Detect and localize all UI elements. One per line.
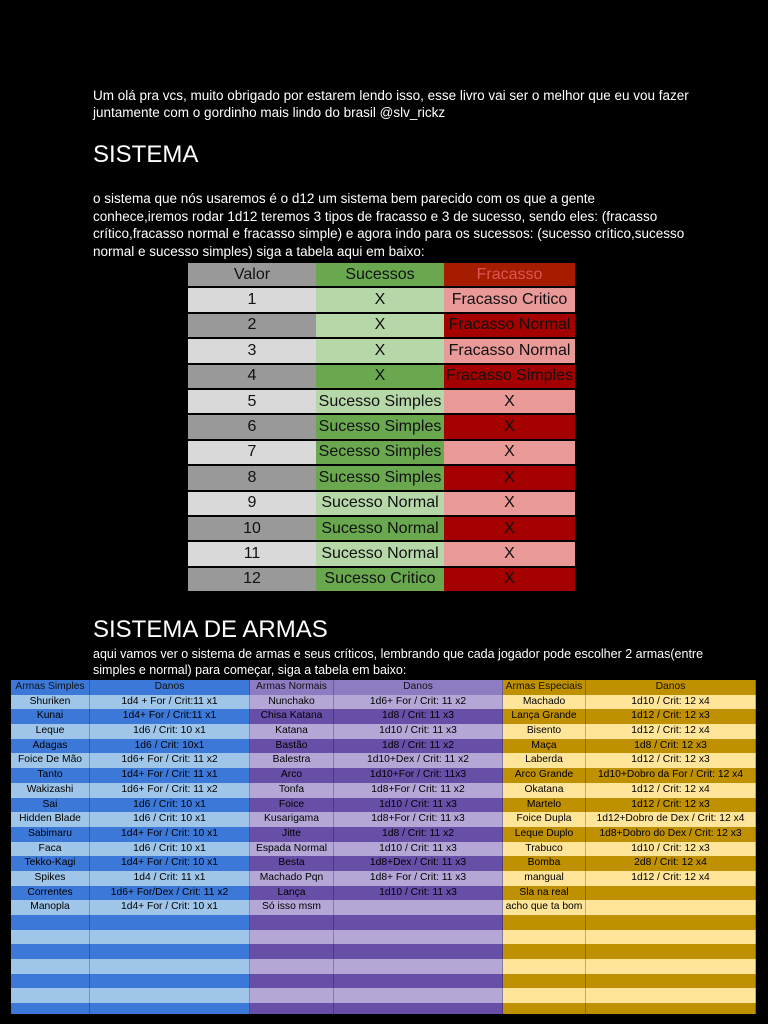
arma-especial-cell: Okatana	[503, 783, 586, 798]
dano-especial-cell: 1d12 / Crit: 12 x3	[586, 798, 756, 813]
dice-table-row	[188, 389, 575, 414]
dano-normal-cell: 1d10+For / Crit: 11x3	[334, 768, 503, 783]
dano-normal-cell: 1d8 / Crit: 11 x3	[334, 709, 503, 724]
weapons-table-row	[11, 753, 756, 768]
dano-especial-cell: 1d12 / Crit: 12 x4	[586, 783, 756, 798]
arma-especial-cell: Sla na real	[503, 886, 586, 901]
arma-especial-cell: Laberda	[503, 753, 586, 768]
arma-simples-cell: Shuriken	[11, 695, 90, 710]
dano-especial-cell: 1d12 / Crit: 12 x4	[586, 871, 756, 886]
arma-normal-cell	[250, 930, 334, 945]
arma-especial-cell	[503, 1003, 586, 1014]
arma-simples-cell: Hidden Blade	[11, 812, 90, 827]
arma-normal-cell: Balestra	[250, 753, 334, 768]
dano-normal-cell	[334, 900, 503, 915]
fracasso-cell: Fracasso Simples	[444, 364, 575, 389]
valor-cell: 10	[188, 516, 316, 541]
arma-especial-cell: acho que ta bom	[503, 900, 586, 915]
arma-especial-cell: Foice Dupla	[503, 812, 586, 827]
section-title-sistema: SISTEMA	[93, 141, 199, 168]
dano-especial-cell	[586, 1003, 756, 1014]
dano-normal-cell: 1d8+For / Crit: 11 x3	[334, 812, 503, 827]
dano-normal-cell	[334, 944, 503, 959]
arma-simples-cell: Tanto	[11, 768, 90, 783]
dice-table	[188, 263, 575, 593]
weapons-table-row	[11, 798, 756, 813]
arma-normal-cell: Tonfa	[250, 783, 334, 798]
dano-normal-cell	[334, 915, 503, 930]
arma-normal-cell	[250, 944, 334, 959]
weapons-table-row	[11, 871, 756, 886]
arma-especial-cell: mangual	[503, 871, 586, 886]
dano-simples-cell: 1d6+ For / Crit: 11 x2	[90, 783, 250, 798]
arma-simples-cell	[11, 1003, 90, 1014]
dano-especial-cell	[586, 974, 756, 989]
arma-simples-cell: Sai	[11, 798, 90, 813]
sucesso-cell: Sucesso Normal	[316, 516, 444, 541]
arma-simples-cell: Leque	[11, 724, 90, 739]
arma-normal-cell	[250, 1003, 334, 1014]
header-armas-normais: Armas Normais	[250, 680, 334, 695]
section-title-armas: SISTEMA DE ARMAS	[93, 616, 328, 643]
dano-normal-cell	[334, 1003, 503, 1014]
arma-normal-cell: Jitte	[250, 827, 334, 842]
weapons-table-row	[11, 900, 756, 915]
weapons-table-row	[11, 856, 756, 871]
dano-especial-cell	[586, 900, 756, 915]
valor-cell: 4	[188, 364, 316, 389]
dice-table-row	[188, 516, 575, 541]
arma-simples-cell	[11, 988, 90, 1003]
arma-especial-cell: Arco Grande	[503, 768, 586, 783]
weapons-table-row	[11, 724, 756, 739]
weapons-table-header	[11, 680, 756, 695]
fracasso-cell: X	[444, 414, 575, 439]
header-danos-simples: Danos	[90, 680, 250, 695]
dano-simples-cell: 1d6+ For/Dex / Crit: 11 x2	[90, 886, 250, 901]
dano-especial-cell	[586, 944, 756, 959]
dano-especial-cell: 1d12+Dobro de Dex / Crit: 12 x4	[586, 812, 756, 827]
dano-normal-cell: 1d8 / Crit: 11 x2	[334, 739, 503, 754]
weapons-table-row	[11, 842, 756, 857]
dice-table-row	[188, 541, 575, 566]
fracasso-cell: X	[444, 440, 575, 465]
dano-especial-cell	[586, 959, 756, 974]
arma-simples-cell: Adagas	[11, 739, 90, 754]
weapons-table-row	[11, 812, 756, 827]
sucesso-cell: Sucesso Normal	[316, 491, 444, 516]
dice-table-row	[188, 567, 575, 592]
dice-table-row	[188, 465, 575, 490]
arma-especial-cell	[503, 930, 586, 945]
arma-especial-cell: Martelo	[503, 798, 586, 813]
arma-especial-cell	[503, 944, 586, 959]
arma-normal-cell	[250, 959, 334, 974]
header-sucessos: Sucessos	[316, 263, 444, 287]
fracasso-cell: Fracasso Normal	[444, 313, 575, 338]
dice-table-row	[188, 491, 575, 516]
dano-simples-cell: 1d6 / Crit: 10x1	[90, 739, 250, 754]
dano-simples-cell	[90, 944, 250, 959]
armas-paragraph: aqui vamos ver o sistema de armas e seus críticos, lembrando que cada jogador pode escolher 2 armas(entre simples e normal) para começar, siga a tabela em baixo:	[93, 647, 704, 677]
dano-normal-cell: 1d10 / Crit: 11 x3	[334, 886, 503, 901]
weapons-table-row	[11, 783, 756, 798]
dano-especial-cell: 1d12 / Crit: 12 x4	[586, 724, 756, 739]
dano-normal-cell: 1d8+ For / Crit: 11 x3	[334, 871, 503, 886]
fracasso-cell: X	[444, 541, 575, 566]
arma-simples-cell	[11, 915, 90, 930]
valor-cell: 12	[188, 567, 316, 592]
valor-cell: 7	[188, 440, 316, 465]
dice-table-row	[188, 338, 575, 363]
weapons-table-row	[11, 974, 756, 989]
dano-especial-cell	[586, 930, 756, 945]
weapons-table-row	[11, 915, 756, 930]
dano-simples-cell: 1d6 / Crit: 10 x1	[90, 842, 250, 857]
arma-normal-cell	[250, 974, 334, 989]
arma-normal-cell: Kusarigama	[250, 812, 334, 827]
header-danos-especiais: Danos	[586, 680, 756, 695]
dano-normal-cell	[334, 959, 503, 974]
dano-simples-cell	[90, 1003, 250, 1014]
arma-especial-cell: Lança Grande	[503, 709, 586, 724]
dano-simples-cell: 1d6 / Crit: 10 x1	[90, 812, 250, 827]
dano-simples-cell	[90, 974, 250, 989]
intro-text: Um olá pra vcs, muito obrigado por estarem lendo isso, esse livro vai ser o melhor que eu vou fazer juntamente com o gordinho mais lindo do brasil @slv_rickz	[93, 88, 689, 120]
arma-simples-cell: Wakizashi	[11, 783, 90, 798]
dano-normal-cell: 1d6+ For / Crit: 11 x2	[334, 695, 503, 710]
dano-simples-cell: 1d4 / Crit: 11 x1	[90, 871, 250, 886]
dice-table-row	[188, 414, 575, 439]
arma-simples-cell: Kunai	[11, 709, 90, 724]
arma-simples-cell: Manopla	[11, 900, 90, 915]
dice-table-row	[188, 313, 575, 338]
sucesso-cell: X	[316, 313, 444, 338]
fracasso-cell: X	[444, 465, 575, 490]
weapons-table-row	[11, 709, 756, 724]
dano-especial-cell	[586, 886, 756, 901]
sucesso-cell: Sucesso Critico	[316, 567, 444, 592]
valor-cell: 11	[188, 541, 316, 566]
dano-simples-cell: 1d6+ For / Crit: 11 x2	[90, 753, 250, 768]
weapons-table-row	[11, 739, 756, 754]
arma-normal-cell: Foice	[250, 798, 334, 813]
arma-simples-cell: Correntes	[11, 886, 90, 901]
dano-especial-cell: 1d8 / Crit: 12 x3	[586, 739, 756, 754]
dano-simples-cell	[90, 930, 250, 945]
arma-especial-cell: Bomba	[503, 856, 586, 871]
arma-especial-cell	[503, 915, 586, 930]
arma-normal-cell: Só isso msm	[250, 900, 334, 915]
dano-normal-cell	[334, 930, 503, 945]
dano-especial-cell	[586, 915, 756, 930]
arma-normal-cell: Arco	[250, 768, 334, 783]
weapons-table-row	[11, 768, 756, 783]
valor-cell: 3	[188, 338, 316, 363]
sucesso-cell: Sucesso Simples	[316, 389, 444, 414]
sucesso-cell: Sucesso Simples	[316, 414, 444, 439]
arma-normal-cell: Nunchako	[250, 695, 334, 710]
dano-normal-cell: 1d8+Dex / Crit: 11 x3	[334, 856, 503, 871]
arma-simples-cell: Foice De Mão	[11, 753, 90, 768]
arma-normal-cell: Lança	[250, 886, 334, 901]
fracasso-cell: X	[444, 567, 575, 592]
dano-especial-cell: 1d10 / Crit: 12 x4	[586, 695, 756, 710]
dano-simples-cell: 1d6 / Crit: 10 x1	[90, 798, 250, 813]
arma-normal-cell: Besta	[250, 856, 334, 871]
dice-table-row	[188, 440, 575, 465]
valor-cell: 2	[188, 313, 316, 338]
arma-especial-cell: Bisento	[503, 724, 586, 739]
dano-simples-cell: 1d4+ For / Crit: 11 x1	[90, 768, 250, 783]
header-fracasso: Fracasso	[444, 263, 575, 287]
header-valor: Valor	[188, 263, 316, 287]
fracasso-cell: Fracasso Normal	[444, 338, 575, 363]
valor-cell: 1	[188, 287, 316, 312]
arma-normal-cell: Espada Normal	[250, 842, 334, 857]
header-armas-simples: Armas Simples	[11, 680, 90, 695]
header-danos-normais: Danos	[334, 680, 503, 695]
arma-normal-cell	[250, 988, 334, 1003]
sucesso-cell: X	[316, 287, 444, 312]
valor-cell: 6	[188, 414, 316, 439]
dano-normal-cell: 1d8+For / Crit: 11 x2	[334, 783, 503, 798]
dano-especial-cell: 1d12 / Crit: 12 x3	[586, 753, 756, 768]
sucesso-cell: Secesso Simples	[316, 440, 444, 465]
fracasso-cell: X	[444, 516, 575, 541]
sistema-paragraph: o sistema que nós usaremos é o d12 um sistema bem parecido com os que a gente conhece,iremos rodar 1d12 teremos 3 tipos de fracasso e 3 de sucesso, sendo eles: (fracasso crítico,fracasso normal e fracasso simple) e agora indo para os sucessos: (sucesso crítico,sucesso normal e sucesso simples) siga a tabela aqui em baixo:	[93, 191, 685, 259]
weapons-table-row	[11, 930, 756, 945]
dano-normal-cell: 1d10 / Crit: 11 x3	[334, 798, 503, 813]
weapons-table-row	[11, 827, 756, 842]
sucesso-cell: Sucesso Simples	[316, 465, 444, 490]
dano-normal-cell: 1d10 / Crit: 11 x3	[334, 842, 503, 857]
arma-especial-cell: Leque Duplo	[503, 827, 586, 842]
arma-especial-cell: Trabuco	[503, 842, 586, 857]
dano-simples-cell: 1d4+ For / Crit:11 x1	[90, 709, 250, 724]
arma-especial-cell: Machado	[503, 695, 586, 710]
dano-simples-cell: 1d6 / Crit: 10 x1	[90, 724, 250, 739]
arma-simples-cell: Faca	[11, 842, 90, 857]
dano-simples-cell: 1d4+ For / Crit: 10 x1	[90, 856, 250, 871]
arma-especial-cell: Maça	[503, 739, 586, 754]
arma-normal-cell: Machado Pqn	[250, 871, 334, 886]
sucesso-cell: Sucesso Normal	[316, 541, 444, 566]
arma-normal-cell: Katana	[250, 724, 334, 739]
dano-normal-cell	[334, 988, 503, 1003]
valor-cell: 9	[188, 491, 316, 516]
weapons-table-row	[11, 959, 756, 974]
arma-especial-cell	[503, 974, 586, 989]
arma-simples-cell: Spikes	[11, 871, 90, 886]
dano-simples-cell	[90, 959, 250, 974]
dano-especial-cell: 1d12 / Crit: 12 x3	[586, 709, 756, 724]
dano-simples-cell: 1d4 + For / Crit:11 x1	[90, 695, 250, 710]
fracasso-cell: Fracasso Critico	[444, 287, 575, 312]
dice-table-row	[188, 364, 575, 389]
arma-especial-cell	[503, 959, 586, 974]
dano-normal-cell	[334, 974, 503, 989]
arma-especial-cell	[503, 988, 586, 1003]
weapons-table-row	[11, 886, 756, 901]
dano-especial-cell	[586, 988, 756, 1003]
valor-cell: 8	[188, 465, 316, 490]
dano-especial-cell: 1d8+Dobro do Dex / Crit: 12 x3	[586, 827, 756, 842]
dano-simples-cell: 1d4+ For / Crit: 10 x1	[90, 900, 250, 915]
arma-simples-cell: Tekko-Kagi	[11, 856, 90, 871]
sucesso-cell: X	[316, 364, 444, 389]
arma-simples-cell	[11, 930, 90, 945]
header-armas-especiais: Armas Especiais	[503, 680, 586, 695]
arma-normal-cell	[250, 915, 334, 930]
fracasso-cell: X	[444, 491, 575, 516]
dano-normal-cell: 1d10+Dex / Crit: 11 x2	[334, 753, 503, 768]
dice-table-row	[188, 287, 575, 312]
arma-simples-cell	[11, 959, 90, 974]
weapons-table-row	[11, 988, 756, 1003]
arma-simples-cell	[11, 944, 90, 959]
dano-normal-cell: 1d10 / Crit: 11 x3	[334, 724, 503, 739]
dice-table-header	[188, 263, 575, 287]
arma-normal-cell: Chisa Katana	[250, 709, 334, 724]
weapons-table-row	[11, 1003, 756, 1014]
weapons-table	[11, 680, 756, 1014]
arma-simples-cell	[11, 974, 90, 989]
dano-simples-cell	[90, 988, 250, 1003]
weapons-table-row	[11, 944, 756, 959]
dano-especial-cell: 1d10 / Crit: 12 x3	[586, 842, 756, 857]
fracasso-cell: X	[444, 389, 575, 414]
dano-especial-cell: 2d8 / Crit: 12 x4	[586, 856, 756, 871]
sucesso-cell: X	[316, 338, 444, 363]
valor-cell: 5	[188, 389, 316, 414]
dano-simples-cell	[90, 915, 250, 930]
dano-normal-cell: 1d8 / Crit: 11 x2	[334, 827, 503, 842]
arma-simples-cell: Sabimaru	[11, 827, 90, 842]
arma-normal-cell: Bastão	[250, 739, 334, 754]
dano-especial-cell: 1d10+Dobro da For / Crit: 12 x4	[586, 768, 756, 783]
dano-simples-cell: 1d4+ For / Crit: 10 x1	[90, 827, 250, 842]
weapons-table-row	[11, 695, 756, 710]
